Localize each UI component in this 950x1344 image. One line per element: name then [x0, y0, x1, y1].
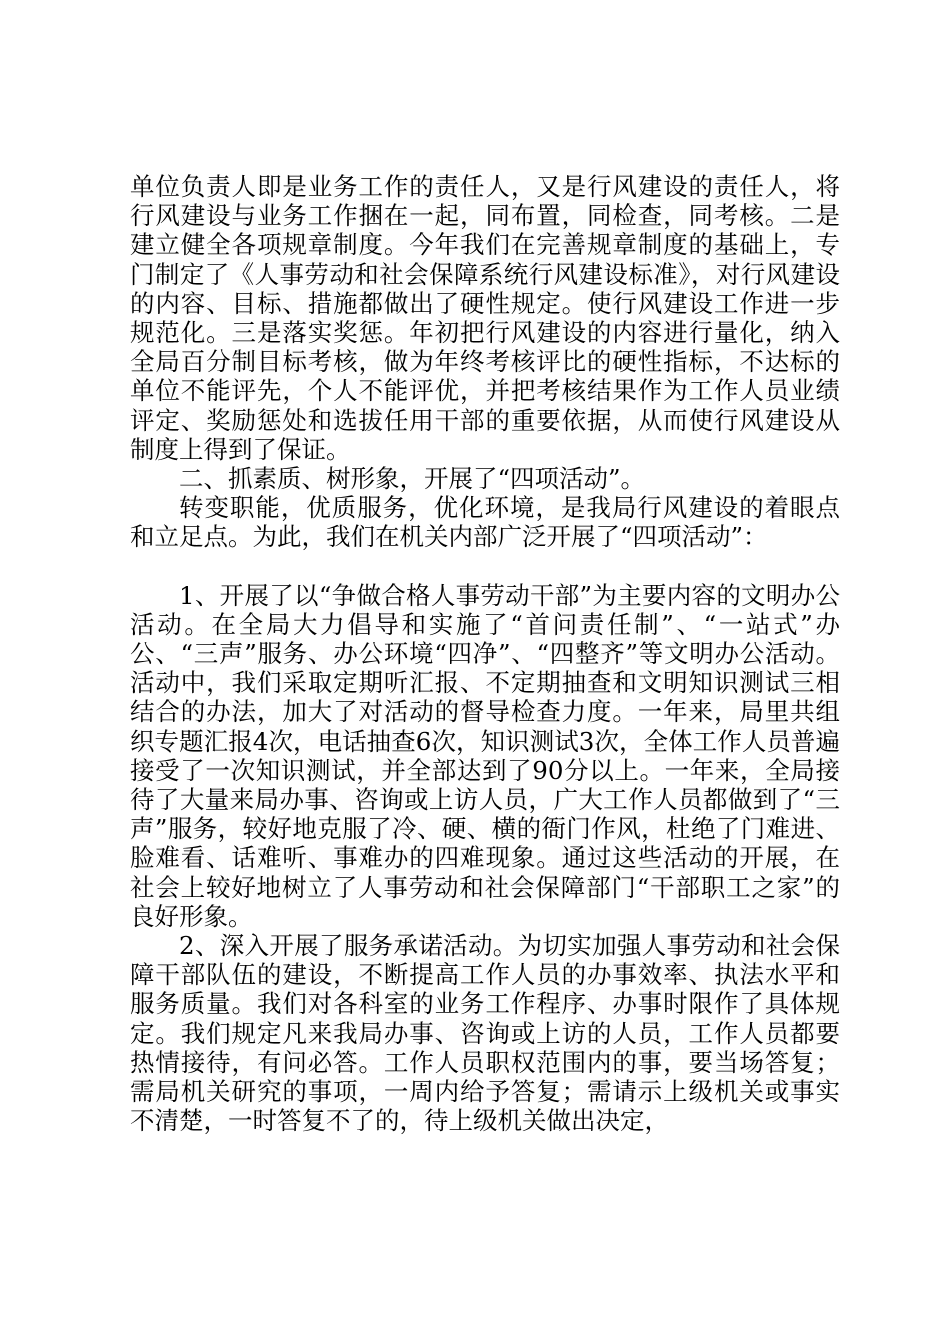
document-body — [130, 172, 840, 1136]
paragraph-item-1: 1、开展了以“争做合格人事劳动干部”为主要内容的文明办公活动。在全局大力倡导和实施了“首问责任制”、“一站式”办公、“三声”服务、办公环境“四净”、“四整齐”等文明办公活动。活动中，我们采取定期听汇报、不定期抽查和文明知识测试三相结合的办法，加大了对活动的督导检查力度。一年来，局里共组织专题汇报4次，电话抽查6次，知识测试3次，全体工作人员普遍接受了一次知识测试，并全部达到了90分以上。一年来，全局接待了大量来局办事、咨询或上访人员，广大工作人员都做到了“三声”服务，较好地克服了冷、硬、横的衙门作风，杜绝了门难进、脸难看、话难听、事难办的四难现象。通过这些活动的开展，在社会上较好地树立了人事劳动和社会保障部门“干部职工之家”的良好形象。 — [130, 580, 840, 931]
paragraph-item-2: 2、深入开展了服务承诺活动。为切实加强人事劳动和社会保障干部队伍的建设，不断提高工作人员的办事效率、执法水平和服务质量。我们对各科室的业务工作程序、办事时限作了具体规定。我们规定凡来我局办事、咨询或上访的人员，工作人员都要热情接待，有问必答。工作人员职权范围内的事，要当场答复；需局机关研究的事项，一周内给予答复；需请示上级机关或事实不清楚，一时答复不了的，待上级机关做出决定， — [130, 931, 840, 1136]
paragraph-gap — [130, 552, 840, 581]
paragraph-continuation: 单位负责人即是业务工作的责任人，又是行风建设的责任人，将行风建设与业务工作捆在一起，同布置，同检查，同考核。二是建立健全各项规章制度。今年我们在完善规章制度的基础上，专门制定了《人事劳动和社会保障系统行风建设标准》，对行风建设的内容、目标、措施都做出了硬性规定。使行风建设工作进一步规范化。三是落实奖惩。年初把行风建设的内容进行量化，纳入全局百分制目标考核，做为年终考核评比的硬性指标，不达标的单位不能评先，个人不能评优，并把考核结果作为工作人员业绩评定、奖励惩处和选拔任用干部的重要依据，从而使行风建设从制度上得到了保证。 — [130, 172, 840, 464]
section-heading: 二、抓素质、树形象，开展了“四项活动”。 — [179, 464, 646, 494]
paragraph-intro: 转变职能，优质服务，优化环境，是我局行风建设的着眼点和立足点。为此，我们在机关内部广泛开展了“四项活动”： — [130, 493, 840, 552]
